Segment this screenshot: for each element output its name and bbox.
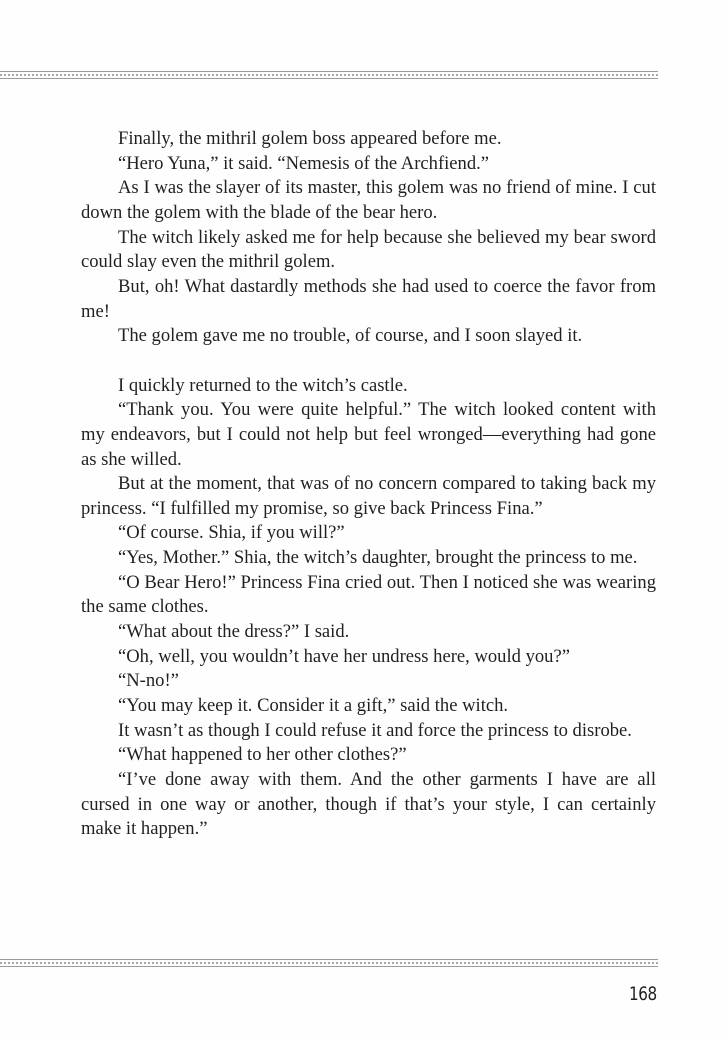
- paragraph: “You may keep it. Consider it a gift,” said the witch.: [118, 695, 509, 717]
- paragraph: As I was the slayer of its master, this golem was no friend of mine. I cut down the golem with the blade of the bear hero.: [81, 177, 656, 223]
- paragraph: Finally, the mithril golem boss appeared before me.: [118, 128, 502, 149]
- paragraph: The golem gave me no trouble, of course, and I soon slayed it.: [118, 325, 583, 347]
- paragraph: “Hero Yuna,” it said. “Nemesis of the Archfiend.”: [118, 152, 490, 174]
- paragraph: “Oh, well, you wouldn’t have her undress here, would you?”: [118, 645, 570, 667]
- scene-break: [81, 349, 656, 374]
- paragraph: “What about the dress?” I said.: [118, 621, 350, 643]
- page-number: 168: [629, 983, 657, 1005]
- page-body-text: [81, 127, 656, 842]
- paragraph: “O Bear Hero!” Princess Fina cried out. Then I noticed she was wearing the same clothes.: [81, 571, 656, 618]
- rule-line: [0, 959, 658, 960]
- paragraph: “Of course. Shia, if you will?”: [118, 522, 345, 544]
- paragraph: “What happened to her other clothes?”: [118, 744, 407, 766]
- paragraph: It wasn’t as though I could refuse it and force the princess to disrobe.: [118, 719, 632, 741]
- rule-dots: [0, 74, 658, 76]
- rule-line: [0, 71, 658, 72]
- top-ornamental-rule: [0, 71, 658, 79]
- bottom-ornamental-rule: [0, 959, 658, 967]
- paragraph: But at the moment, that was of no concern compared to taking back my princess. “I fulfilled my promise, so give back Princess Fina.”: [81, 473, 656, 519]
- paragraph: “I’ve done away with them. And the other garments I have are all cursed in one way or another, though if that’s your style, I can certainly make it happen.”: [81, 769, 656, 840]
- paragraph: “Thank you. You were quite helpful.” The witch looked content with my endeavors, but I could not help but feel wronged—everything had gone as she willed.: [81, 399, 656, 470]
- rule-line: [0, 966, 658, 967]
- paragraph: “N-no!”: [118, 670, 179, 692]
- rule-line: [0, 78, 658, 79]
- paragraph: The witch likely asked me for help because she believed my bear sword could slay even the mithril golem.: [81, 226, 656, 273]
- rule-dots: [0, 962, 658, 964]
- paragraph: I quickly returned to the witch’s castle.: [118, 374, 408, 396]
- paragraph: “Yes, Mother.” Shia, the witch’s daughter, brought the princess to me.: [118, 547, 638, 569]
- paragraph: But, oh! What dastardly methods she had used to coerce the favor from me!: [81, 275, 656, 322]
